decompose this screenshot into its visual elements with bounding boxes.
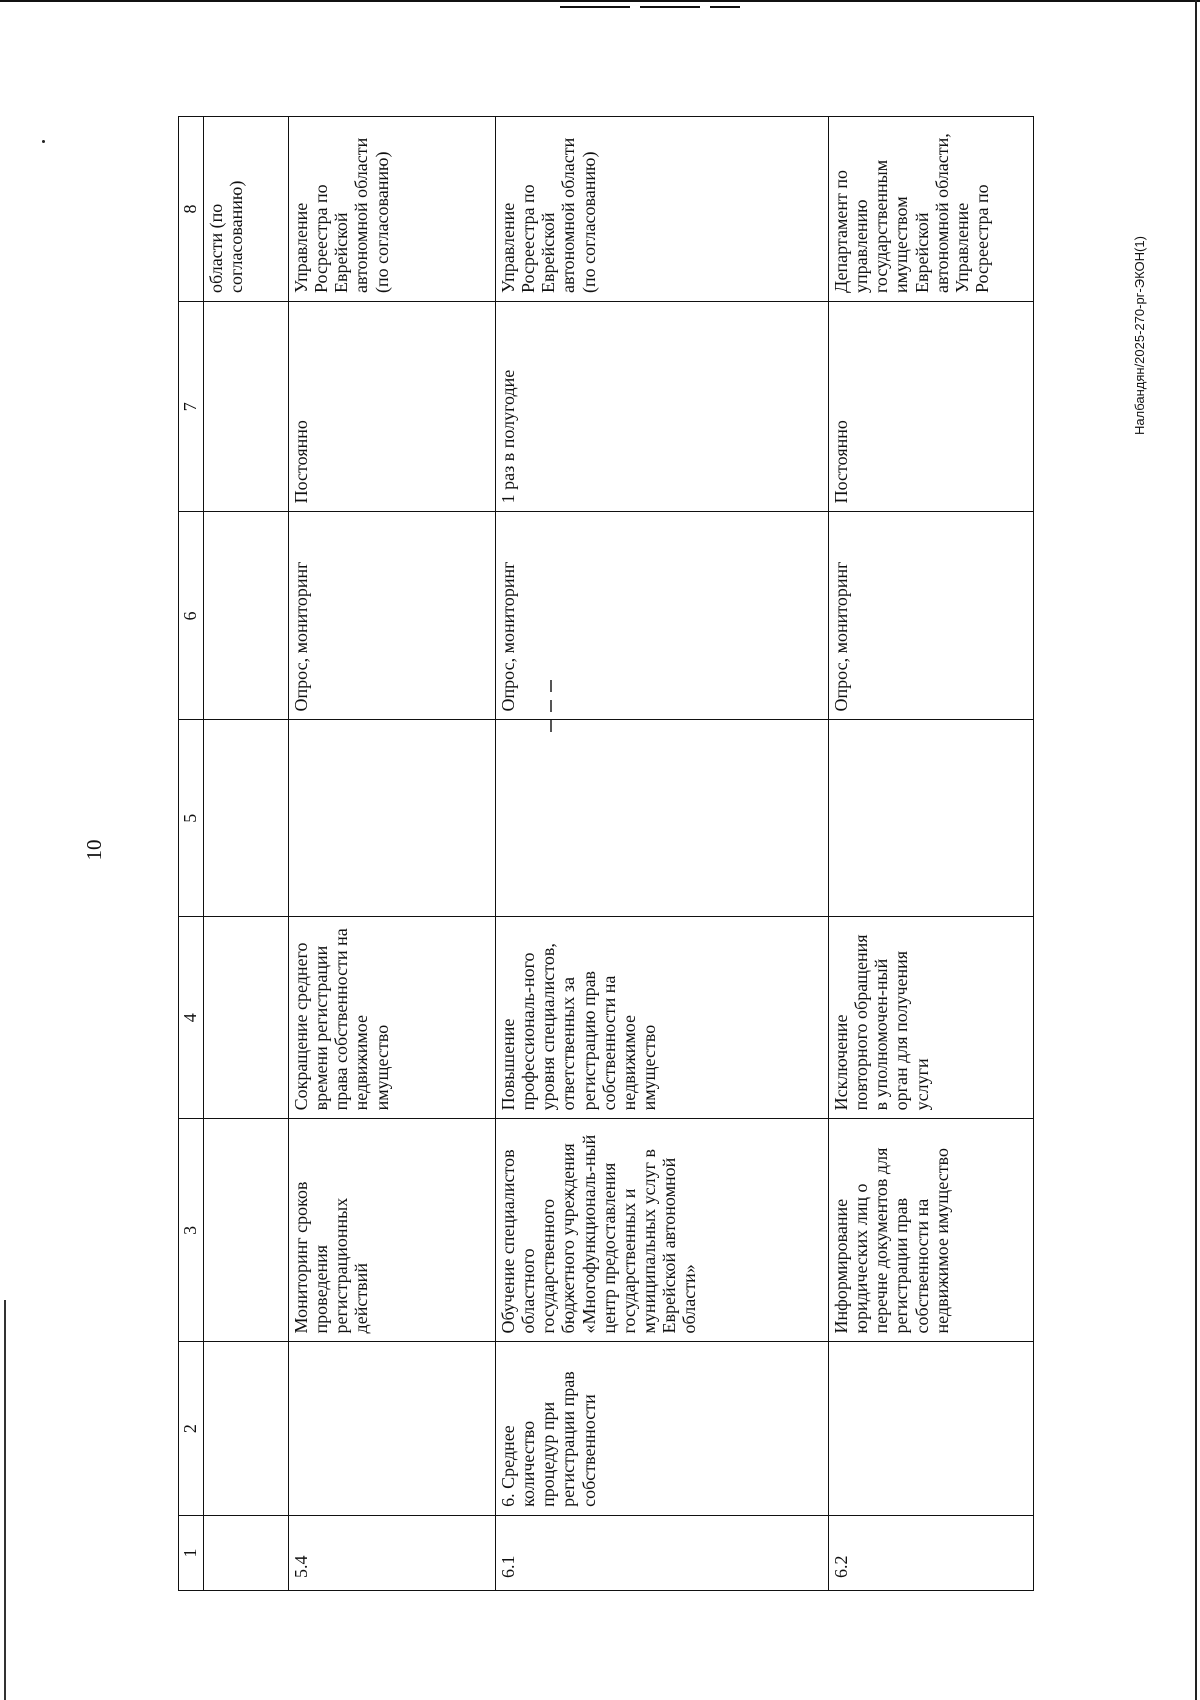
row-number: 6.2 xyxy=(829,1515,1034,1590)
measure-cell: Мониторинг сроков проведения регистрационных действий xyxy=(289,1119,496,1342)
table-row xyxy=(496,117,829,1591)
table-row xyxy=(289,117,496,1591)
responsible-cell: Управление Росреестра по Еврейской автономной области (по согласованию) xyxy=(289,117,496,302)
plan-table xyxy=(178,116,1034,1591)
header-cell: 2 xyxy=(179,1342,204,1515)
indicator-cell xyxy=(829,1342,1034,1515)
result-cell: Исключение повторного обращения в уполномочен-ный орган для получения услуги xyxy=(829,917,1034,1119)
column-5-cell xyxy=(496,720,829,917)
row-number: 5.4 xyxy=(289,1515,496,1590)
method-cell: Опрос, мониторинг xyxy=(829,512,1034,720)
header-cell: 7 xyxy=(179,302,204,512)
measure-cell xyxy=(204,1119,289,1342)
table-row xyxy=(204,117,289,1591)
period-cell: Постоянно xyxy=(289,302,496,512)
header-cell: 1 xyxy=(179,1515,204,1590)
measure-cell: Информирование юридических лиц о перечне документов для регистрации прав собственности на недвижимое имущество xyxy=(829,1119,1034,1342)
header-cell: 8 xyxy=(179,117,204,302)
responsible-cell: Департамент по управлению государственным имуществом Еврейской автономной области, Управление Росреестра по xyxy=(829,117,1034,302)
result-cell: Сокращение среднего времени регистрации права собственности на недвижимое имущество xyxy=(289,917,496,1119)
method-cell: Опрос, мониторинг xyxy=(289,512,496,720)
column-5-cell xyxy=(289,720,496,917)
period-cell xyxy=(204,302,289,512)
column-5-cell xyxy=(204,720,289,917)
indicator-cell xyxy=(204,1342,289,1515)
header-cell: 5 xyxy=(179,720,204,917)
measure-cell: Обучение специалистов областного государственного бюджетного учреждения «Многофункциональ-ный центр предоставления государственных и муниципальных услуг в Еврейской автономной области» xyxy=(496,1119,829,1342)
row-number xyxy=(204,1515,289,1590)
row-number: 6.1 xyxy=(496,1515,829,1590)
footer-document-code: Налбандян/2025-270-рг-ЭКОН(1) xyxy=(1132,236,1147,435)
table-header-row xyxy=(179,117,204,1591)
result-cell: Повышение профессиональ-ного уровня специалистов, ответственных за регистрацию прав собственности на недвижимое имущество xyxy=(496,917,829,1119)
result-cell xyxy=(204,917,289,1119)
method-cell xyxy=(204,512,289,720)
period-cell: 1 раз в полугодие xyxy=(496,302,829,512)
table-row xyxy=(829,117,1034,1591)
column-5-cell xyxy=(829,720,1034,917)
method-cell: Опрос, мониторинг xyxy=(496,512,829,720)
period-cell: Постоянно xyxy=(829,302,1034,512)
indicator-cell: 6. Среднее количество процедур при регистрации прав собственности xyxy=(496,1342,829,1515)
page-number: 10 xyxy=(82,839,106,861)
responsible-cell: области (по согласованию) xyxy=(204,117,289,302)
header-cell: 3 xyxy=(179,1119,204,1342)
responsible-cell: Управление Росреестра по Еврейской автономной области (по согласованию) xyxy=(496,117,829,302)
header-cell: 4 xyxy=(179,917,204,1119)
header-cell: 6 xyxy=(179,512,204,720)
indicator-cell xyxy=(289,1342,496,1515)
